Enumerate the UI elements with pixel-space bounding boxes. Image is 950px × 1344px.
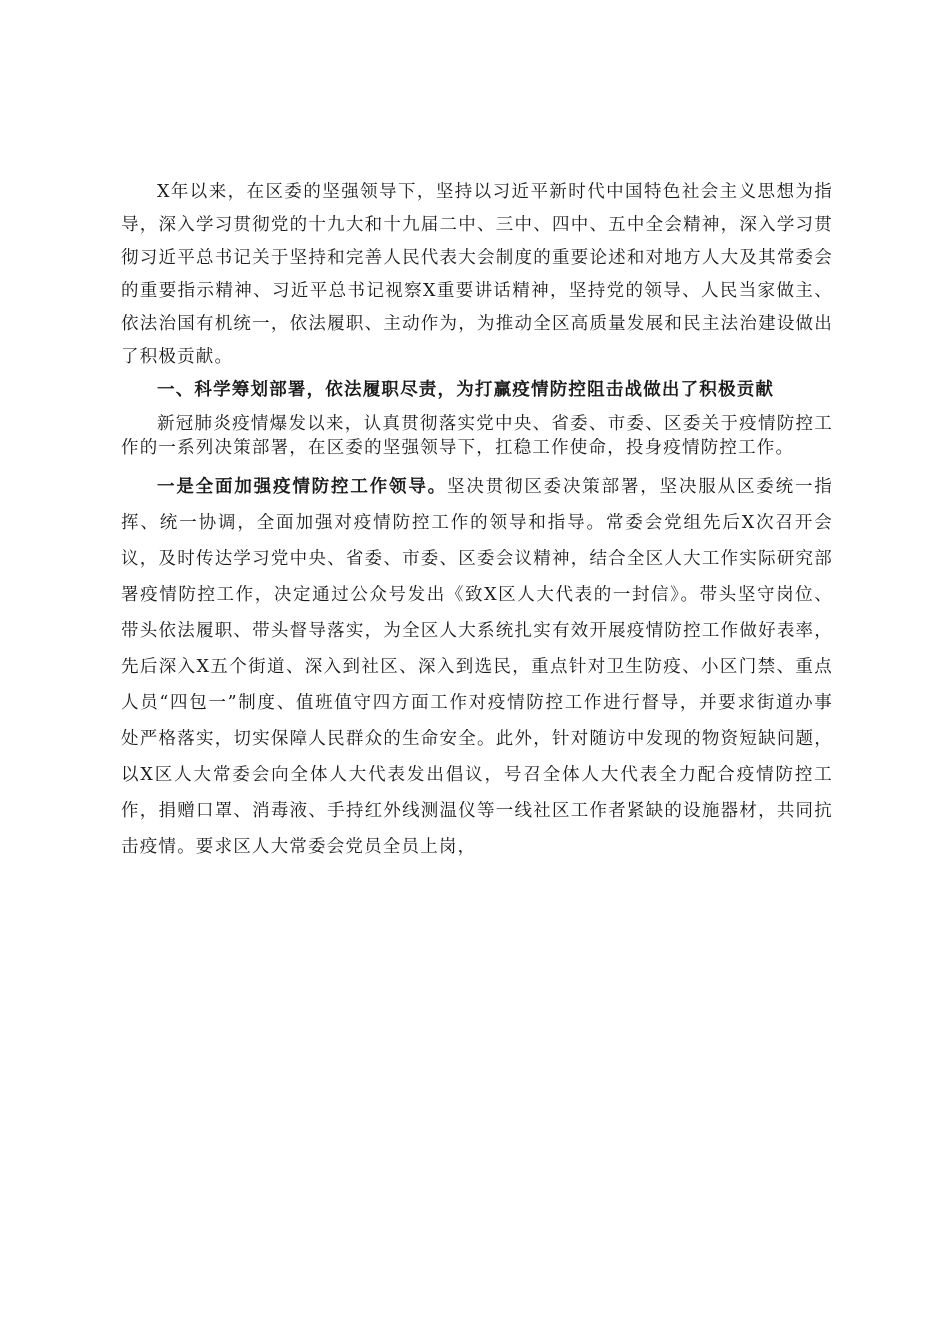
point-one-paragraph <box>121 469 833 865</box>
intro-paragraph: X年以来，在区委的坚强领导下，坚持以习近平新时代中国特色社会主义思想为指导，深入学习贯彻党的十九大和十九届二中、三中、四中、五中全会精神，深入学习贯彻习近平总书记关于坚持和完善人民代表大会制度的重要论述和对地方人大及其常委会的重要指示精神、习近平总书记视察X重要讲话精神，坚持党的领导、人民当家做主、依法治国有机统一，依法履职、主动作为，为推动全区高质量发展和民主法治建设做出了积极贡献。 <box>121 182 833 367</box>
section-heading: 一、科学筹划部署，依法履职尽责，为打赢疫情防控阻击战做出了积极贡献 <box>157 380 775 400</box>
point-one-body: 坚决贯彻区委决策部署，坚决服从区委统一指挥、统一协调，全面加强对疫情防控工作的领导和指导。常委会党组先后X次召开会议，及时传达学习党中央、省委、市委、区委会议精神，结合全区人大工作实际研究部署疫情防控工作，决定通过公众号发出《致X区人大代表的一封信》。带头坚守岗位、带头依法履职、带头督导落实，为全区人大系统扎实有效开展疫情防控工作做好表率，先后深入X五个街道、深入到社区、深入到选民，重点针对卫生防疫、小区门禁、重点人员“四包一”制度、值班值守四方面工作对疫情防控工作进行督导，并要求街道办事处严格落实，切实保障人民群众的生命安全。此外，针对随访中发现的物资短缺问题，以X区人大常委会向全体人大代表发出倡议，号召全体人大代表全力配合疫情防控工作，捐赠口罩、消毒液、手持红外线测温仪等一线社区工作者紧缺的设施器材，共同抗击疫情。要求区人大常委会党员全员上岗， <box>121 477 833 857</box>
point-one-lead: 一是全面加强疫情防控工作领导。 <box>157 477 447 497</box>
section-intro-paragraph: 新冠肺炎疫情爆发以来，认真贯彻落实党中央、省委、市委、区委关于疫情防控工作的一系列决策部署，在区委的坚强领导下，扛稳工作使命，投身疫情防控工作。 <box>121 414 833 458</box>
document-body <box>121 176 833 865</box>
